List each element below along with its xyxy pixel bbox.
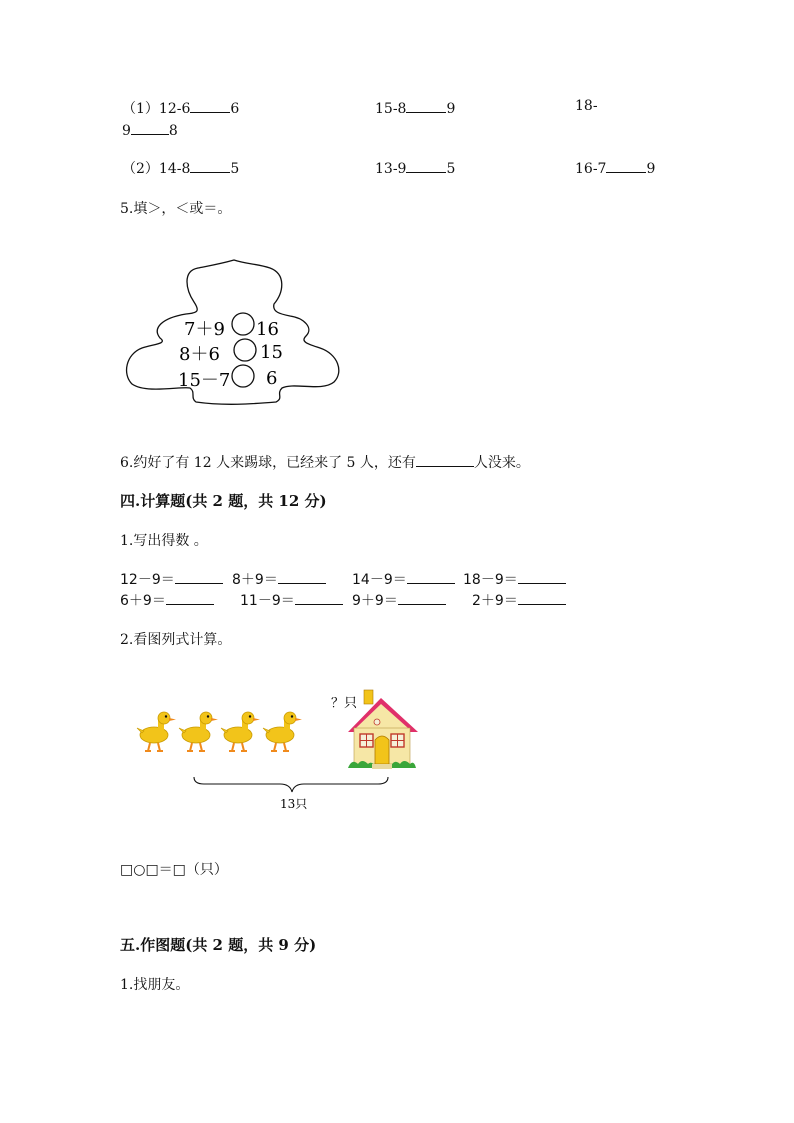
calc1-expr: 11－9＝	[240, 593, 295, 609]
q4-r2-value-a: 5	[230, 161, 240, 177]
q4-row1-item1	[122, 98, 239, 118]
tree-line3-right: 6	[266, 368, 278, 389]
q4-row1-item3-part1	[575, 98, 598, 114]
calc1-item	[472, 590, 566, 610]
tree-figure	[124, 256, 344, 408]
calc1-item	[352, 569, 455, 589]
answer-blank[interactable]	[518, 569, 566, 584]
calc1-item	[232, 569, 326, 589]
calc1-item	[463, 569, 566, 589]
calc1-item	[352, 590, 446, 610]
answer-blank[interactable]	[606, 158, 646, 173]
answer-blank[interactable]	[131, 120, 169, 135]
compare-circle[interactable]	[232, 365, 254, 387]
calc1-expr: 6＋9＝	[120, 593, 166, 609]
answer-blank[interactable]	[166, 590, 214, 605]
q4-r1-expr-c1: 18-	[575, 98, 598, 114]
q4-row1-item2	[375, 98, 455, 117]
section5-title: 五.作图题(共 2 题，共 9 分)	[120, 936, 317, 954]
calc1-item	[120, 590, 214, 610]
house-icon	[348, 690, 418, 769]
calc2-label: 2.看图列式计算。	[120, 632, 232, 648]
q4-r1-value-b: 9	[446, 101, 456, 117]
calc1-expr: 8＋9＝	[232, 572, 278, 588]
duck-icon	[263, 712, 302, 751]
brace-line	[194, 777, 388, 792]
q4-row2-item2	[375, 158, 455, 177]
duck-icon	[179, 712, 218, 751]
q5-label: 5.填＞，＜或＝。	[120, 201, 232, 217]
q4-row2-item1	[122, 158, 239, 178]
tree-line1-right: 16	[256, 319, 279, 340]
compare-circle[interactable]	[232, 313, 254, 335]
tree-outline	[127, 260, 339, 404]
calc1-expr: 18－9＝	[463, 572, 518, 588]
q4-row2-item3	[575, 158, 655, 177]
q6-text-before: 6.约好了有 12 人来踢球，已经来了 5 人，还有	[120, 455, 416, 471]
section4-title: 四.计算题(共 2 题，共 12 分)	[120, 492, 327, 510]
q4-r2-expr-a: （2）14-8	[122, 161, 191, 177]
calc2-formula: □○□＝□（只）	[120, 862, 228, 878]
tree-line3-left: 15－7	[178, 370, 231, 391]
calc1-expr: 14－9＝	[352, 572, 407, 588]
q6-text-after: 人没来。	[473, 455, 530, 471]
ducks-house-picture	[120, 684, 420, 814]
question-label: ？只	[331, 696, 358, 711]
tree-line1-left: 7＋9	[184, 319, 225, 340]
answer-blank[interactable]	[190, 98, 230, 113]
q4-r1-expr-a: （1）12-6	[122, 101, 191, 117]
answer-blank[interactable]	[407, 569, 455, 584]
total-label: 13只	[280, 797, 308, 811]
answer-blank[interactable]	[406, 98, 446, 113]
calc1-item	[120, 569, 223, 589]
answer-blank[interactable]	[398, 590, 446, 605]
draw1-label: 1.找朋友。	[120, 977, 190, 993]
q4-r2-expr-b: 13-9	[375, 161, 407, 177]
q4-r1-value-a: 6	[230, 101, 240, 117]
calc1-item	[240, 590, 343, 610]
q4-row1-item3-part2	[122, 120, 178, 139]
calc1-expr: 2＋9＝	[472, 593, 518, 609]
calc1-expr: 12－9＝	[120, 572, 175, 588]
answer-blank[interactable]	[175, 569, 223, 584]
q4-r2-expr-c: 16-7	[575, 161, 607, 177]
tree-line2-right: 15	[260, 342, 283, 363]
q4-r1-expr-c2: 9	[122, 123, 131, 139]
q4-r1-expr-b: 15-8	[375, 101, 407, 117]
answer-blank[interactable]	[190, 158, 230, 173]
q6	[120, 452, 530, 472]
answer-blank[interactable]	[295, 590, 343, 605]
calc1-expr: 9＋9＝	[352, 593, 398, 609]
duck-icon	[137, 712, 176, 751]
q4-r2-value-b: 5	[446, 161, 456, 177]
calc1-label: 1.写出得数 。	[120, 533, 208, 549]
compare-circle[interactable]	[234, 339, 256, 361]
duck-icon	[221, 712, 260, 751]
answer-blank[interactable]	[518, 590, 566, 605]
q4-r2-value-c: 9	[646, 161, 656, 177]
tree-line2-left: 8＋6	[179, 344, 220, 365]
answer-blank[interactable]	[416, 452, 474, 467]
q4-r1-value-c: 8	[168, 123, 178, 139]
answer-blank[interactable]	[278, 569, 326, 584]
answer-blank[interactable]	[406, 158, 446, 173]
